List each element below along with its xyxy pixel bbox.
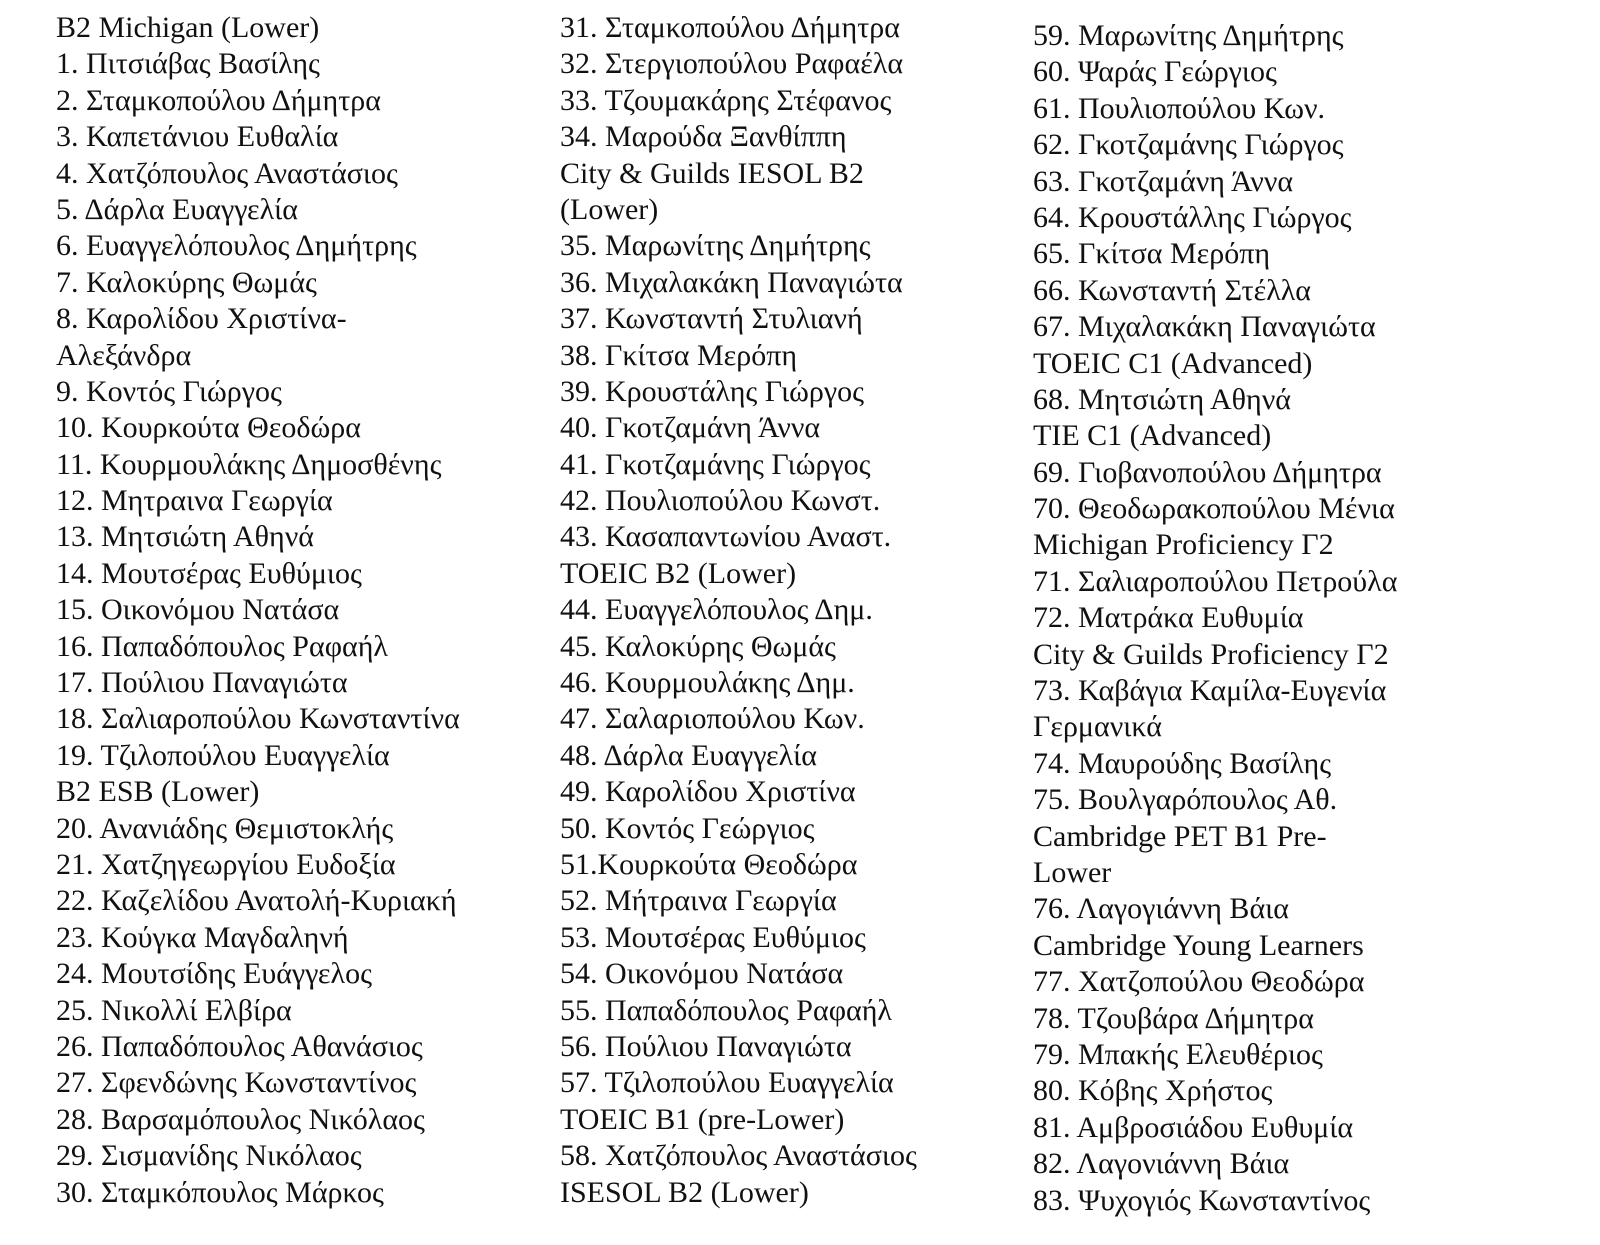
text-line: Cambridge Young Learners xyxy=(1033,928,1364,962)
text-line: 74. Μαυρούδης Βασίλης xyxy=(1033,746,1332,780)
text-line: 39. Κρουστάλης Γιώργος xyxy=(560,374,864,408)
text-line: TOEIC B1 (pre-Lower) xyxy=(560,1102,845,1136)
text-line: 47. Σαλαριοπούλου Κων. xyxy=(560,702,865,736)
text-line: 38. Γκίτσα Μερόπη xyxy=(560,338,798,372)
text-line: 56. Πούλιου Παναγιώτα xyxy=(560,1029,852,1063)
text-line: 68. Μητσιώτη Αθηνά xyxy=(1033,382,1292,416)
text-line: 17. Πούλιου Παναγιώτα xyxy=(56,666,348,700)
text-line: 67. Μιχαλακάκη Παναγιώτα xyxy=(1033,310,1376,344)
text-line: 19. Τζιλοπούλου Ευαγγελία xyxy=(56,738,390,772)
text-line: 6. Ευαγγελόπουλος Δημήτρης xyxy=(56,229,417,263)
text-line: 78. Τζουβάρα Δήμητρα xyxy=(1033,1001,1314,1035)
text-line: TOEIC C1 (Advanced) xyxy=(1033,346,1313,380)
text-line: 5. Δάρλα Ευαγγελία xyxy=(56,192,298,226)
text-line: 59. Μαρωνίτης Δημήτρης xyxy=(1033,19,1344,52)
text-line: Michigan Proficiency Γ2 xyxy=(1033,528,1334,562)
text-line: Lower xyxy=(1033,855,1112,889)
text-line: 62. Γκοτζαμάνης Γιώργος xyxy=(1033,128,1344,162)
text-line: 3. Καπετάνιου Ευθαλία xyxy=(56,120,339,154)
text-line: 16. Παπαδόπουλος Ραφαήλ xyxy=(56,629,388,663)
text-line: 66. Κωνσταντή Στέλλα xyxy=(1033,273,1311,307)
text-line: 22. Καζελίδου Ανατολή-Κυριακή xyxy=(56,884,457,918)
text-line: 14. Μουτσέρας Ευθύμιος xyxy=(56,556,362,590)
text-line: 30. Σταμκόπουλος Μάρκος xyxy=(56,1175,384,1209)
text-line: 63. Γκοτζαμάνη Άννα xyxy=(1033,164,1294,198)
text-line: 43. Κασαπαντωνίου Αναστ. xyxy=(560,520,892,554)
text-line: 18. Σαλιαροπούλου Κωνσταντίνα xyxy=(56,702,460,736)
text-line: 50. Κοντός Γεώργιος xyxy=(560,811,815,845)
text-line: City & Guilds Proficiency Γ2 xyxy=(1033,637,1389,671)
text-line: Γερμανικά xyxy=(1033,710,1162,744)
text-line: 40. Γκοτζαμάνη Άννα xyxy=(560,411,821,445)
text-line: 81. Αμβροσιάδου Ευθυμία xyxy=(1033,1110,1354,1144)
text-line: 35. Μαρωνίτης Δημήτρης xyxy=(560,229,871,263)
text-line: 49. Καρολίδου Χριστίνα xyxy=(560,775,856,809)
text-line: 37. Κωνσταντή Στυλιανή xyxy=(560,302,863,336)
text-line: 33. Τζουμακάρης Στέφανος xyxy=(560,83,892,117)
text-line: 34. Μαρούδα Ξανθίππη xyxy=(560,120,847,154)
text-line: 12. Μητραινα Γεωργία xyxy=(56,484,333,518)
text-line: 2. Σταμκοπούλου Δήμητρα xyxy=(56,83,381,117)
text-line: 7. Καλοκύρης Θωμάς xyxy=(56,265,317,299)
text-line: 77. Χατζοπούλου Θεοδώρα xyxy=(1033,965,1365,999)
text-line: 45. Καλοκύρης Θωμάς xyxy=(560,629,836,663)
text-line: 11. Κουρμουλάκης Δημοσθένης xyxy=(56,447,442,481)
text-line: 73. Καβάγια Καμίλα-Ευγενία xyxy=(1033,674,1387,708)
text-line: 4. Χατζόπουλος Αναστάσιος xyxy=(56,156,398,190)
text-line: 23. Κούγκα Μαγδαληνή xyxy=(56,920,349,954)
text-line: 8. Καρολίδου Χριστίνα- xyxy=(56,302,347,336)
text-line: 31. Σταμκοπούλου Δήμητρα xyxy=(560,11,900,44)
text-line: 13. Μητσιώτη Αθηνά xyxy=(56,520,315,554)
text-line: City & Guilds IESOL B2 xyxy=(560,156,864,190)
text-line: Cambridge PET B1 Pre- xyxy=(1033,819,1327,853)
text-line: 53. Μουτσέρας Ευθύμιος xyxy=(560,920,866,954)
text-line: 26. Παπαδόπουλος Αθανάσιος xyxy=(56,1029,423,1063)
text-line: 29. Σισμανίδης Νικόλαος xyxy=(56,1139,362,1173)
text-line: ISESOL B2 (Lower) xyxy=(560,1175,809,1209)
text-line: 72. Ματράκα Ευθυμία xyxy=(1033,601,1304,635)
text-line: B2 Michigan (Lower) xyxy=(56,11,320,44)
text-line: TIE C1 (Advanced) xyxy=(1033,419,1272,453)
text-line: 80. Κόβης Χρήστος xyxy=(1033,1074,1273,1108)
column-1 xyxy=(56,10,526,1211)
text-line: TOEIC B2 (Lower) xyxy=(560,556,797,590)
text-line: 42. Πουλιοπούλου Κωνστ. xyxy=(560,484,881,518)
text-line: 20. Ανανιάδης Θεμιστοκλής xyxy=(56,811,394,845)
text-line: Αλεξάνδρα xyxy=(56,338,192,372)
text-line: 51.Κουρκούτα Θεοδώρα xyxy=(560,847,858,881)
text-line: 41. Γκοτζαμάνης Γιώργος xyxy=(560,447,871,481)
text-line: 1. Πιτσιάβας Βασίλης xyxy=(56,47,320,81)
text-line: 24. Μουτσίδης Ευάγγελος xyxy=(56,957,372,991)
text-line: 52. Μήτραινα Γεωργία xyxy=(560,884,837,918)
text-line: 76. Λαγογιάννη Βάια xyxy=(1033,892,1289,926)
text-line: 71. Σαλιαροπούλου Πετρούλα xyxy=(1033,564,1398,598)
text-line: 57. Τζιλοπούλου Ευαγγελία xyxy=(560,1066,894,1100)
text-line: 65. Γκίτσα Μερόπη xyxy=(1033,237,1271,271)
text-line: 9. Κοντός Γιώργος xyxy=(56,374,282,408)
text-line: B2 ESB (Lower) xyxy=(56,775,260,809)
text-line: (Lower) xyxy=(560,192,659,226)
text-line: 83. Ψυχογιός Κωνσταντίνος xyxy=(1033,1183,1371,1217)
text-line: 54. Οικονόμου Νατάσα xyxy=(560,957,844,991)
text-line: 79. Μπακής Ελευθέριος xyxy=(1033,1037,1323,1071)
text-line: 58. Χατζόπουλος Αναστάσιος xyxy=(560,1139,917,1173)
text-line: 27. Σφενδώνης Κωνσταντίνος xyxy=(56,1066,417,1100)
text-line: 69. Γιοβανοπούλου Δήμητρα xyxy=(1033,455,1382,489)
text-line: 75. Βουλγαρόπουλος Αθ. xyxy=(1033,783,1338,817)
text-line: 70. Θεοδωρακοπούλου Μένια xyxy=(1033,492,1395,526)
text-line: 25. Νικολλί Ελβίρα xyxy=(56,993,292,1027)
text-line: 82. Λαγονιάννη Βάια xyxy=(1033,1147,1290,1181)
text-line: 21. Χατζηγεωργίου Ευδοξία xyxy=(56,847,396,881)
text-line: 32. Στεργιοπούλου Ραφαέλα xyxy=(560,47,904,81)
column-3 xyxy=(1033,18,1553,1219)
text-line: 48. Δάρλα Ευαγγελία xyxy=(560,738,817,772)
text-line: 10. Κουρκούτα Θεοδώρα xyxy=(56,411,361,445)
text-line: 64. Κρουστάλλης Γιώργος xyxy=(1033,200,1352,234)
column-2 xyxy=(560,10,1000,1211)
text-line: 15. Οικονόμου Νατάσα xyxy=(56,593,340,627)
text-line: 55. Παπαδόπουλος Ραφαήλ xyxy=(560,993,892,1027)
text-line: 46. Κουρμουλάκης Δημ. xyxy=(560,666,855,700)
text-line: 36. Μιχαλακάκη Παναγιώτα xyxy=(560,265,903,299)
text-line: 44. Ευαγγελόπουλος Δημ. xyxy=(560,593,873,627)
text-line: 28. Βαρσαμόπουλος Νικόλαος xyxy=(56,1102,425,1136)
text-line: 60. Ψαράς Γεώργιος xyxy=(1033,55,1277,89)
text-line: 61. Πουλιοπούλου Κων. xyxy=(1033,91,1326,125)
